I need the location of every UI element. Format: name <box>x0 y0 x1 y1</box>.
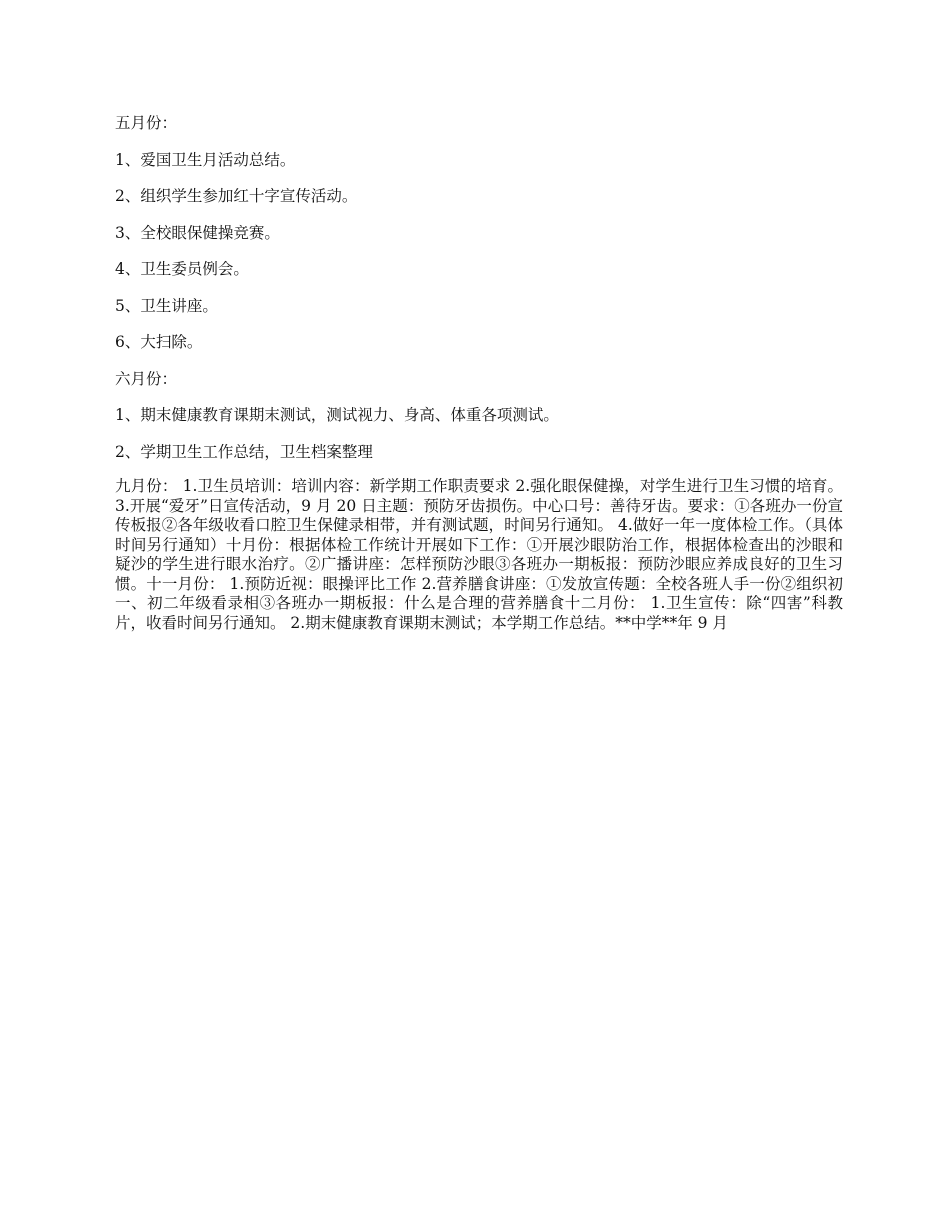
autumn-plan-paragraph: 九月份： 1.卫生员培训：培训内容：新学期工作职责要求 2.强化眼保健操，对学生进行卫生习惯的培育。 3.开展“爱牙”日宣传活动，9 月 20 日主题：预防牙齿损伤。中心口号：善待牙齿。要求：①各班办一份宣传板报②各年级收看口腔卫生保健录相带，并有测试题，时间另行通知。 4.做好一年一度体检工作。（具体时间另行通知）十月份：根据体检工作统计开展如下工作：①开展沙眼防治工作，根据体检查出的沙眼和疑沙的学生进行眼水治疗。②广播讲座：怎样预防沙眼③各班办一期板报：预防沙眼应养成良好的卫生习惯。十一月份： 1.预防近视：眼操评比工作 2.营养膳食讲座：①发放宣传题：全校各班人手一份②组织初一、初二年级看录相③各班办一期板报：什么是合理的营养膳食十二月份： 1.卫生宣传：除“四害”科教片，收看时间另行通知。 2.期末健康教育课期末测试；本学期工作总结。**中学**年 9 月 <box>115 477 843 632</box>
may-item-6: 6、大扫除。 <box>115 333 203 351</box>
may-item-1: 1、爱国卫生月活动总结。 <box>115 150 296 169</box>
may-item-4: 4、卫生委员例会。 <box>115 260 249 278</box>
may-item-3: 3、全校眼保健操竞赛。 <box>115 223 280 242</box>
document-page <box>115 112 843 633</box>
june-heading: 六月份： <box>115 369 178 388</box>
may-item-5: 5、卫生讲座。 <box>115 296 218 315</box>
may-heading: 五月份： <box>115 114 178 132</box>
may-item-2: 2、组织学生参加红十字宣传活动。 <box>115 187 358 205</box>
june-item-1: 1、期末健康教育课期末测试，测试视力、身高、体重各项测试。 <box>115 406 559 424</box>
june-item-2: 2、学期卫生工作总结，卫生档案整理 <box>115 442 373 461</box>
